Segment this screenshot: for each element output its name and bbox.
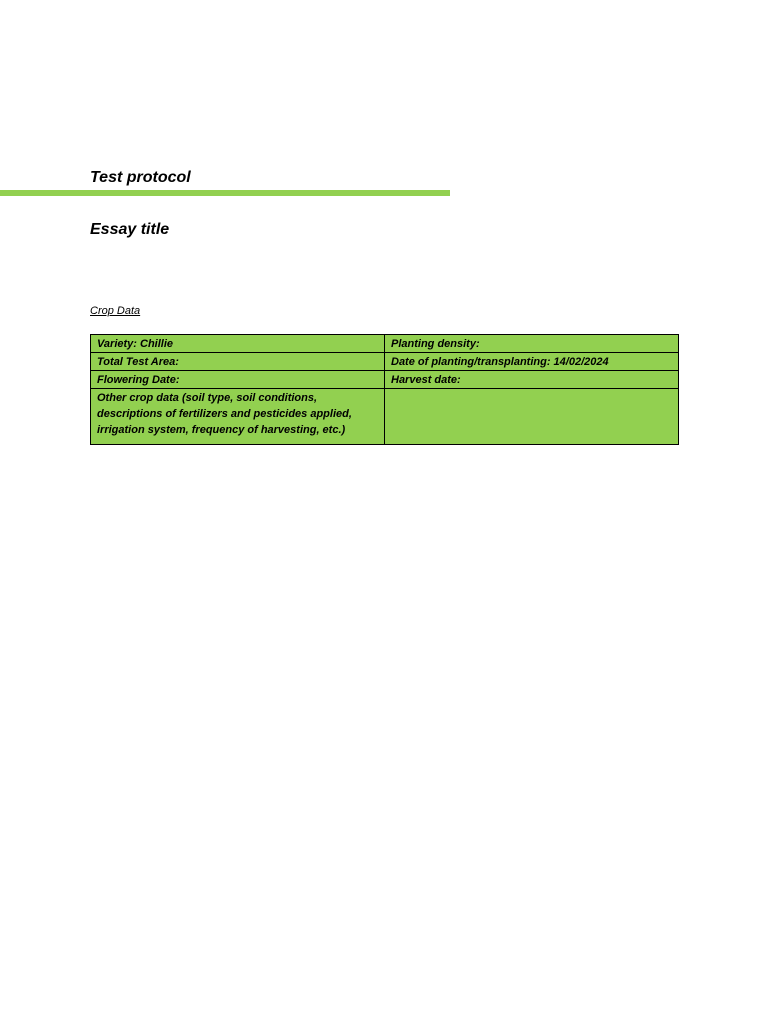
total-test-area-cell: Total Test Area: xyxy=(91,353,385,371)
crop-data-table xyxy=(90,334,679,445)
essay-title: Essay title xyxy=(90,221,170,238)
variety-cell: Variety: Chillie xyxy=(91,335,385,353)
other-crop-data-cell: Other crop data (soil type, soil conditions, descriptions of fertilizers and pesticides applied, irrigation system, frequency of harvesting, etc.) xyxy=(91,389,385,445)
crop-data-heading: Crop Data xyxy=(90,305,141,317)
table-row xyxy=(91,389,679,445)
table-row xyxy=(91,353,679,371)
harvest-date-cell: Harvest date: xyxy=(385,371,679,389)
title-divider-rule xyxy=(0,190,450,196)
planting-density-cell: Planting density: xyxy=(385,335,679,353)
document-title: Test protocol xyxy=(90,169,191,186)
table-row xyxy=(91,371,679,389)
table-row xyxy=(91,335,679,353)
flowering-date-cell: Flowering Date: xyxy=(91,371,385,389)
other-crop-data-value-cell xyxy=(385,389,679,445)
planting-date-cell: Date of planting/transplanting: 14/02/2024 xyxy=(385,353,679,371)
